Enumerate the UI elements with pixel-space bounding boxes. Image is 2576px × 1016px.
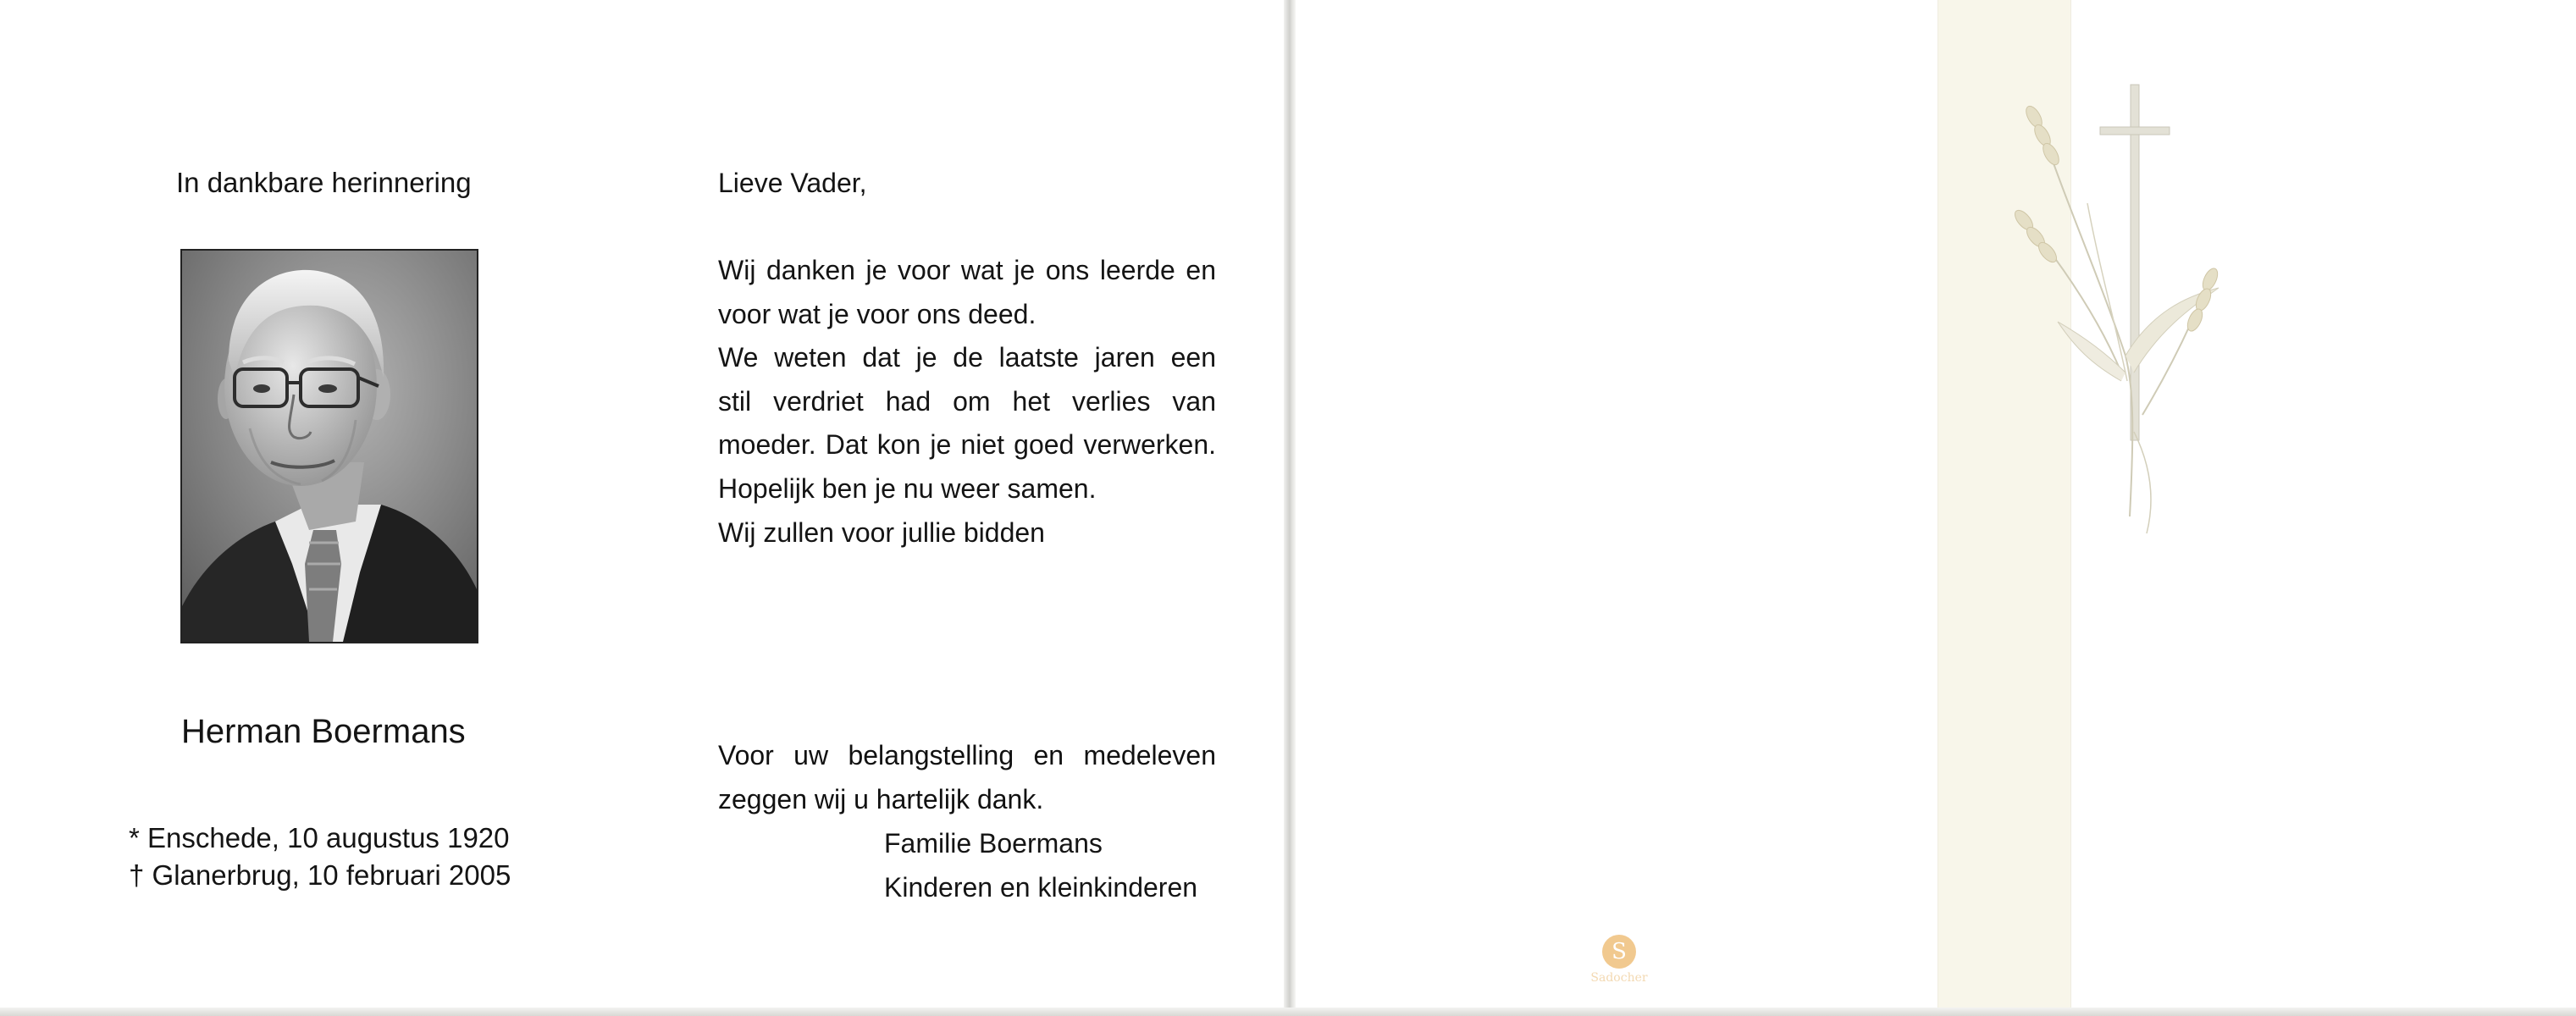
portrait-photo — [180, 249, 478, 643]
message-line: Wij danken je voor wat je ons leerde en — [718, 255, 1216, 285]
message-line: Hopelijk ben je nu weer samen. — [718, 472, 1097, 504]
message-line: We weten dat je de laatste jaren een — [718, 342, 1216, 373]
card-bottom-edge — [0, 1008, 2576, 1016]
card-back-cover — [1296, 0, 2576, 1013]
thanks-line: Voor uw belangstelling en medeleven — [718, 740, 1216, 770]
death-line: † Glanerbrug, 10 februari 2005 — [129, 859, 511, 891]
thanks-line: zeggen wij u hartelijk dank. — [718, 784, 1044, 814]
cross-and-wheat-illustration — [2007, 76, 2236, 550]
message-line: voor wat je voor ons deed. — [718, 298, 1036, 329]
signature-family: Familie Boermans — [884, 828, 1103, 859]
message-line: Wij zullen voor jullie bidden — [718, 516, 1045, 548]
salutation: Lieve Vader, — [718, 168, 867, 198]
publisher-logo-icon: S — [1602, 935, 1636, 969]
publisher-logo-text: Sadocher — [1590, 971, 1648, 985]
memorial-heading: In dankbare herinnering — [176, 167, 472, 198]
message-line: stil verdriet had om het verlies van — [718, 385, 1216, 417]
thanks-message — [718, 733, 1216, 821]
portrait-illustration — [182, 251, 477, 642]
signature-children: Kinderen en kleinkinderen — [884, 872, 1198, 903]
birth-line: * Enschede, 10 augustus 1920 — [129, 822, 510, 853]
farewell-message — [718, 249, 1216, 555]
deceased-name: Herman Boermans — [181, 713, 466, 750]
card-fold — [1284, 0, 1296, 1016]
message-line: moeder. Dat kon je niet goed verwerken. — [718, 429, 1216, 461]
